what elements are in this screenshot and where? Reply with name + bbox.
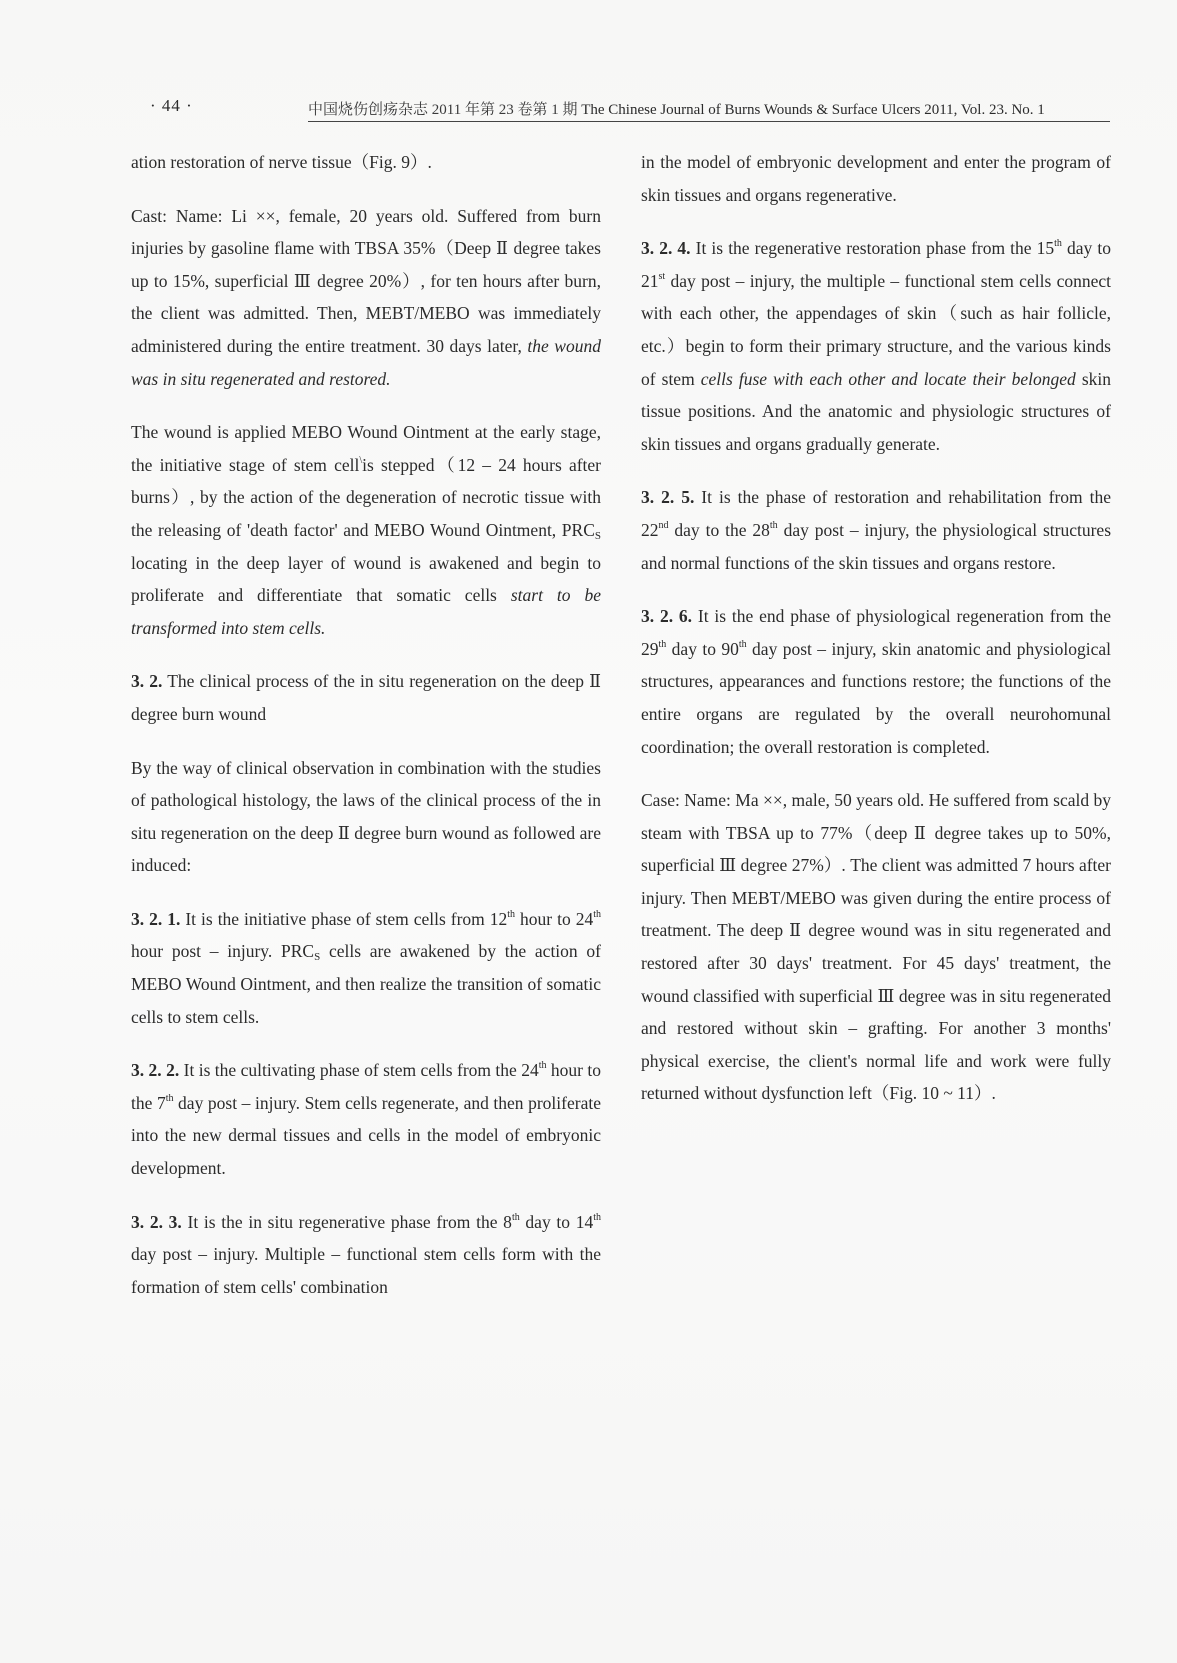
text-run: is stepped（12 – 24 hours after burns）, by the action of the degeneration of necrotic tissue with the releasing of 'death factor' and MEBO Wound Ointment, PRC (131, 454, 601, 540)
text-run: day post – injury. Stem cells regenerate, and then proliferate into the new dermal tissues and cells in the model of embryonic development. (131, 1092, 601, 1179)
text-run: day to 14 (519, 1211, 594, 1232)
text-run: day post – injury, the physiological structures and normal functions of the skin tissues and organs restore. (641, 519, 1111, 573)
section-3-2-2 (131, 1054, 601, 1184)
section-3-2-5 (641, 481, 1111, 579)
text-run: locating in the deep layer of wound is awakened and begin to proliferate and differentiate that somatic cells (131, 552, 601, 606)
text-run: day to 90 (666, 638, 739, 659)
subscript: S (594, 529, 601, 542)
text-run: It is the cultivating phase of stem cells from the 24 (179, 1060, 539, 1081)
text-run: Cast: Name: Li ××, female, 20 years old. Suffered from burn injuries by gasoline flame with TBSA 35%（Deep Ⅱ degree takes up to 15%, superficial Ⅲ degree 20%）, for ten hours after burn, the client was admitted. Then, MEBT/MEBO was immediately administered during the entire treatment. 30 days later, (131, 205, 601, 356)
superscript: th (769, 519, 778, 531)
superscript: \ (359, 454, 363, 466)
paragraph (131, 416, 601, 644)
page-number: · 44 · (150, 96, 193, 115)
paragraph: in the model of embryonic development and enter the program of skin tissues and organs regenerative. (641, 152, 1111, 205)
superscript: st (658, 270, 666, 282)
section-heading: The clinical process of the in situ regeneration on the deep Ⅱ degree burn wound (131, 671, 601, 724)
text-run: day post – injury, skin anatomic and physiological structures, appearances and functions restore; the functions of the entire organs are regulated by the overall neurohomunal coordination; the overall restoration is completed. (641, 638, 1111, 757)
superscript: th (507, 908, 516, 920)
section-number: 3. 2. 3. (131, 1211, 182, 1232)
running-header (140, 96, 1110, 122)
right-column (641, 146, 1111, 1131)
section-number: 3. 2. 6. (641, 606, 693, 627)
subscript: S (314, 951, 321, 964)
section-3-2-1 (131, 903, 601, 1033)
section-number: 3. 2. 5. (641, 487, 695, 508)
case-paragraph: Case: Name: Ma ××, male, 50 years old. He suffered from scald by steam with TBSA up to 77%（deep Ⅱ degree takes up to 50%, superficial Ⅲ degree 27%）. The client was admitted 7 hours after injury. Then MEBT/MEBO was given during the entire process of treatment. The deep Ⅱ degree wound was in situ regenerated and restored after 30 days' treatment. For 45 days' treatment, the wound classified with superficial Ⅲ degree was in situ regenerated and restored without skin – grafting. For another 3 months' physical exercise, the client's normal life and work were fully returned without dysfunction left（Fig. 10 ~ 11）. (641, 790, 1111, 1104)
text-run: day post – injury, the multiple – functional stem cells connect with each other, the appendages of skin（such as hair follicle, etc.）begin to form their primary structure, and the various kinds of stem (641, 270, 1111, 389)
journal-title-cn: 中国烧伤创疡杂志 2011 年第 23 卷第 1 期 (308, 102, 578, 118)
case-paragraph (131, 200, 601, 396)
italic-run: start to be transformed into stem cells. (131, 585, 601, 638)
text-run: day post – injury. Multiple – functional stem cells form with the formation of stem cells' combination (131, 1244, 601, 1297)
section-3-2 (131, 665, 601, 730)
superscript: th (738, 638, 747, 650)
section-3-2-3 (131, 1206, 601, 1304)
journal-title-en: The Chinese Journal of Burns Wounds & Surface Ulcers 2011, Vol. 23. No. 1 (581, 102, 1045, 118)
section-3-2-4 (641, 232, 1111, 460)
text-run: day to the 28 (668, 519, 770, 540)
text-run: The wound is applied MEBO Wound Ointment at the early stage, the initiative stage of stem cell (131, 422, 601, 475)
italic-run: the wound was in situ regenerated and restored. (131, 335, 601, 389)
text-run: cells are awakened by the action of MEBO Wound Ointment, and then realize the transition of somatic cells to stem cells. (131, 941, 601, 1027)
section-3-2-6 (641, 600, 1111, 763)
superscript: th (511, 1211, 520, 1223)
superscript: th (165, 1092, 174, 1104)
superscript: th (658, 638, 667, 650)
text-run: hour post – injury. PRC (131, 941, 315, 962)
text-run: It is the initiative phase of stem cells from 12 (180, 908, 508, 929)
text-run: day to 21 (641, 238, 1111, 291)
text-run: hour to 24 (515, 908, 594, 929)
superscript: th (1054, 238, 1062, 250)
text-run: skin tissue positions. And the anatomic and physiologic structures of skin tissues and organs gradually generate. (641, 368, 1111, 454)
superscript: th (593, 908, 601, 920)
superscript: th (593, 1211, 601, 1223)
text-run: It is the in situ regenerative phase from the 8 (181, 1211, 512, 1232)
paragraph: ation restoration of nerve tissue（Fig. 9）. (131, 152, 432, 172)
superscript: th (538, 1060, 547, 1072)
paragraph: By the way of clinical observation in combination with the studies of pathological histology, the laws of the clinical process of the in situ regeneration on the deep Ⅱ degree burn wound as followed are induced: (131, 757, 601, 876)
section-number: 3. 2. 2. (131, 1060, 180, 1081)
superscript: nd (658, 519, 669, 531)
journal-citation (308, 98, 1110, 122)
italic-run: cells fuse with each other and locate their belonged (700, 368, 1076, 389)
left-column (131, 146, 601, 1324)
text-run: hour to the 7 (131, 1060, 602, 1113)
text-run: It is the phase of restoration and rehabilitation from the 22 (641, 487, 1112, 540)
text-run: It is the regenerative restoration phase from the 15 (690, 238, 1055, 259)
section-number: 3. 2. (131, 671, 163, 692)
section-number: 3. 2. 4. (641, 238, 691, 259)
section-number: 3. 2. 1. (131, 908, 181, 929)
text-run: It is the end phase of physiological regeneration from the 29 (641, 606, 1112, 659)
